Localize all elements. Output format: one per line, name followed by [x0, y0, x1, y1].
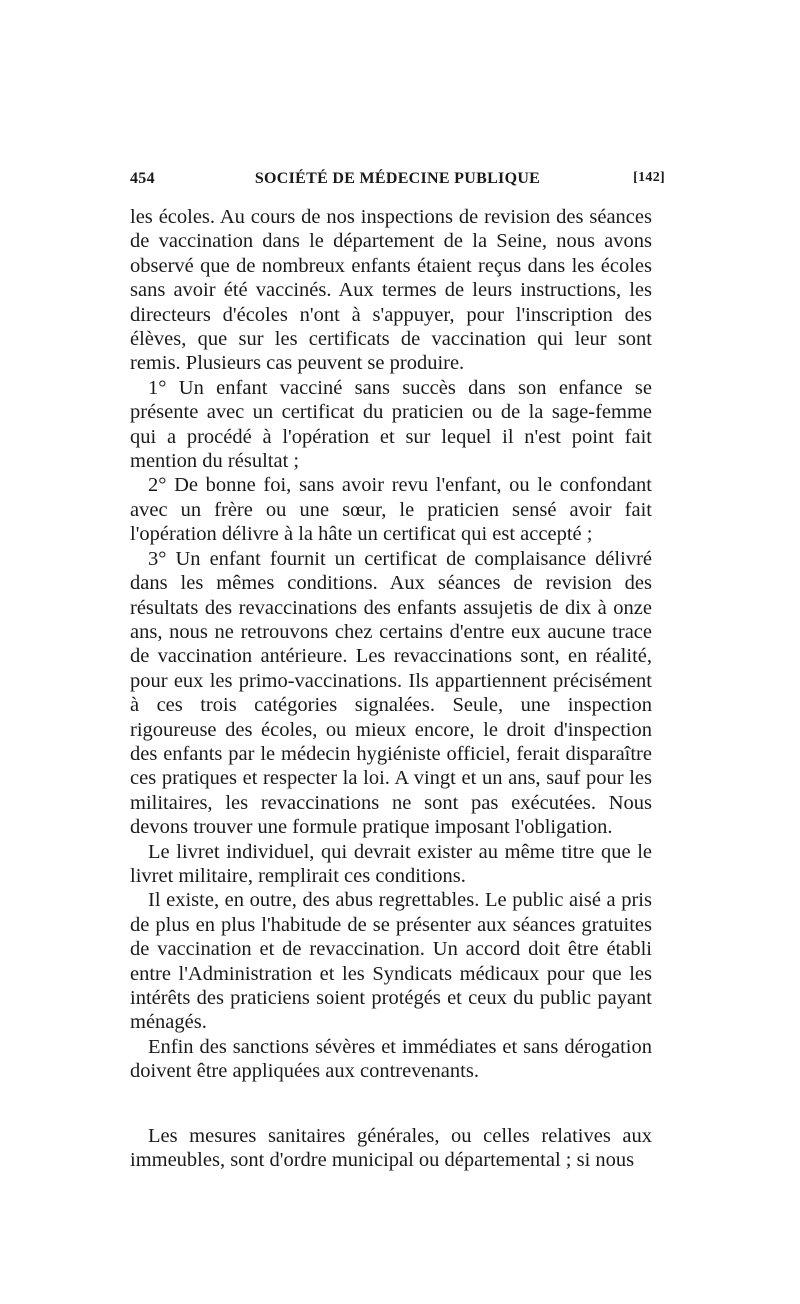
paragraph-continuation: les écoles. Au cours de nos inspections de revision des séances de vaccination dans le département de la Seine, nous avons observé que de nombreux enfants étaient reçus dans les écoles sans avoir été vaccinés. Aux termes de leurs instructions, les directeurs d'écoles n'ont à s'appuyer, pour l'inscription des élèves, que sur les certificats de vaccination qui leur sont remis. Plusieurs cas peuvent se produire. — [130, 206, 652, 375]
page-number: 454 — [130, 170, 155, 187]
paragraph-case-3: 3° Un enfant fournit un certificat de complaisance délivré dans les mêmes conditions. Aux séances de revision des résultats des revaccinations des enfants assujetis de dix à onze ans, nous ne retrouvons chez certains d'entre eux aucune trace de vaccination antérieure. Les revaccinations sont, en réalité, pour eux les primo-vaccinations. Ils appartiennent précisément à ces trois catégories signalées. Seule, une inspection rigoureuse des écoles, ou mieux encore, le droit d'inspection des enfants par le médecin hygiéniste officiel, ferait disparaître ces pratiques et respecter la loi. A vingt et un ans, sauf pour les militaires, les revaccinations ne sont pas exécutées. Nous devons trouver une formule pratique imposant l'obligation. — [130, 547, 652, 839]
paragraph-case-1: 1° Un enfant vacciné sans succès dans son enfance se présente avec un certificat du praticien ou de la sage-femme qui a procédé à l'opération et sur lequel il n'est point fait mention du résultat ; — [130, 376, 652, 473]
paragraph-livret: Le livret individuel, qui devrait exister au même titre que le livret militaire, remplirait ces conditions. — [130, 840, 652, 887]
paragraph-abus: Il existe, en outre, des abus regrettables. Le public aisé a pris de plus en plus l'habitude de se présenter aux séances gratuites de vaccination et de revaccination. Un accord doit être établi entre l'Administration et les Syndicats médicaux pour que les intérêts des praticiens soient protégés et ceux du public payant ménagés. — [130, 889, 652, 1034]
paragraph-case-2: 2° De bonne foi, sans avoir revu l'enfant, ou le confondant avec un frère ou une sœur, le praticien sensé avoir fait l'opération délivre à la hâte un certificat qui est accepté ; — [130, 474, 652, 546]
body-text — [130, 205, 652, 1172]
running-head — [130, 170, 665, 194]
section-number: [142] — [633, 170, 665, 185]
running-title: SOCIÉTÉ DE MÉDECINE PUBLIQUE — [254, 170, 541, 187]
paragraph-sanctions: Enfin des sanctions sévères et immédiates et sans dérogation doivent être appliquées aux contrevenants. — [130, 1035, 652, 1083]
section-spacer — [130, 1084, 652, 1124]
paragraph-mesures: Les mesures sanitaires générales, ou celles relatives aux immeubles, sont d'ordre municipal ou départemental ; si nous — [130, 1124, 652, 1172]
